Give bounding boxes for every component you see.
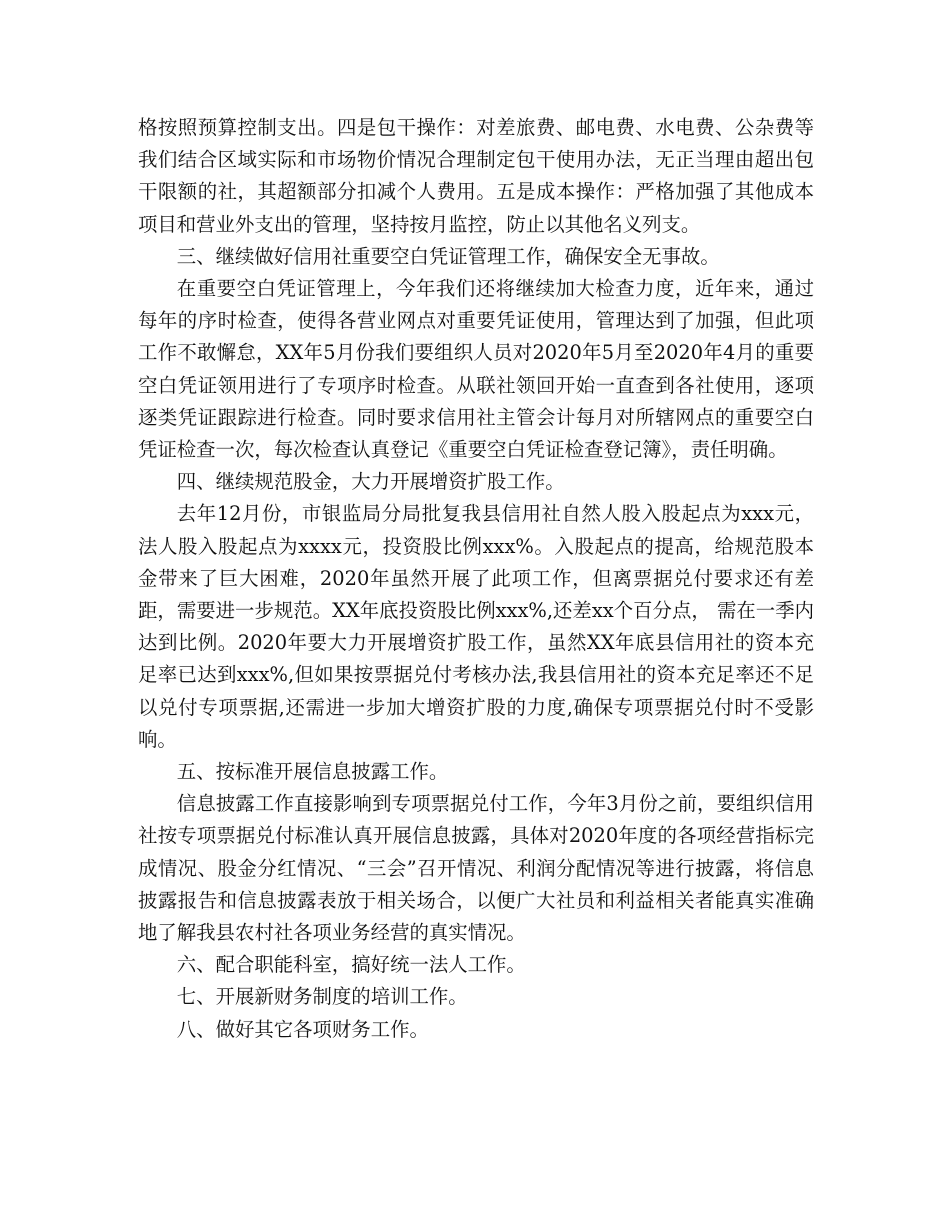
paragraph-information-disclosure: 信息披露工作直接影响到专项票据兑付工作，今年3月份之前，要组织信用社按专项票据兑付标准认真开展信息披露，具体对2020年度的各项经营指标完成情况、股金分红情况、“三会”召开情况、利润分配情况等进行披露，将信息披露报告和信息披露表放于相关场合，以便广大社员和利益相关者能真实准确地了解我县农村社各项业务经营的真实情况。: [138, 792, 814, 945]
document-page: [138, 112, 814, 1046]
paragraph-voucher-management: 在重要空白凭证管理上，今年我们还将继续加大检查力度，近年来，通过每年的序时检查，使得各营业网点对重要凭证使用，管理达到了加强，但此项工作不敢懈怠，XX年5月份我们要组织人员对2020年5月至2020年4月的重要空白凭证领用进行了专项序时检查。从联社领回开始一直查到各社使用，逐项逐类凭证跟踪进行检查。同时要求信用社主管会计每月对所辖网点的重要空白凭证检查一次，每次检查认真登记《重要空白凭证检查登记簿》，责任明确。: [138, 277, 814, 462]
heading-section-5: 五、按标准开展信息披露工作。: [176, 760, 449, 784]
paragraph-budget-control: 格按照预算控制支出。四是包干操作：对差旅费、邮电费、水电费、公杂费等我们结合区域实际和市场物价情况合理制定包干使用办法，无正当理由超出包干限额的社，其超额部分扣减个人费用。五是成本操作：严格加强了其他成本项目和营业外支出的管理，坚持按月监控，防止以其他名义列支。: [138, 116, 814, 236]
heading-section-6: 六、配合职能科室，搞好统一法人工作。: [176, 953, 526, 977]
paragraph-share-capital: 去年12月份，市银监局分局批复我县信用社自然人股入股起点为xxx元，法人股入股起点为xxxx元，投资股比例xxx%。入股起点的提高，给规范股本金带来了巨大困难，2020年虽然开展了此项工作，但离票据兑付要求还有差距，需要进一步规范。XX年底投资股比例xxx%,还差xx个百分点， 需在一季内达到比例。2020年要大力开展增资扩股工作，虽然XX年底县信用社的资本充足率已达到xxx%,但如果按票据兑付考核办法,我县信用社的资本充足率还不足以兑付专项票据,还需进一步加大增资扩股的力度,确保专项票据兑付时不受影响。: [138, 502, 814, 751]
heading-section-8: 八、做好其它各项财务工作。: [176, 1017, 429, 1041]
heading-section-7: 七、开展新财务制度的培训工作。: [176, 985, 468, 1009]
heading-section-3: 三、继续做好信用社重要空白凭证管理工作，确保安全无事故。: [176, 244, 720, 268]
heading-section-4: 四、继续规范股金，大力开展增资扩股工作。: [176, 470, 565, 494]
